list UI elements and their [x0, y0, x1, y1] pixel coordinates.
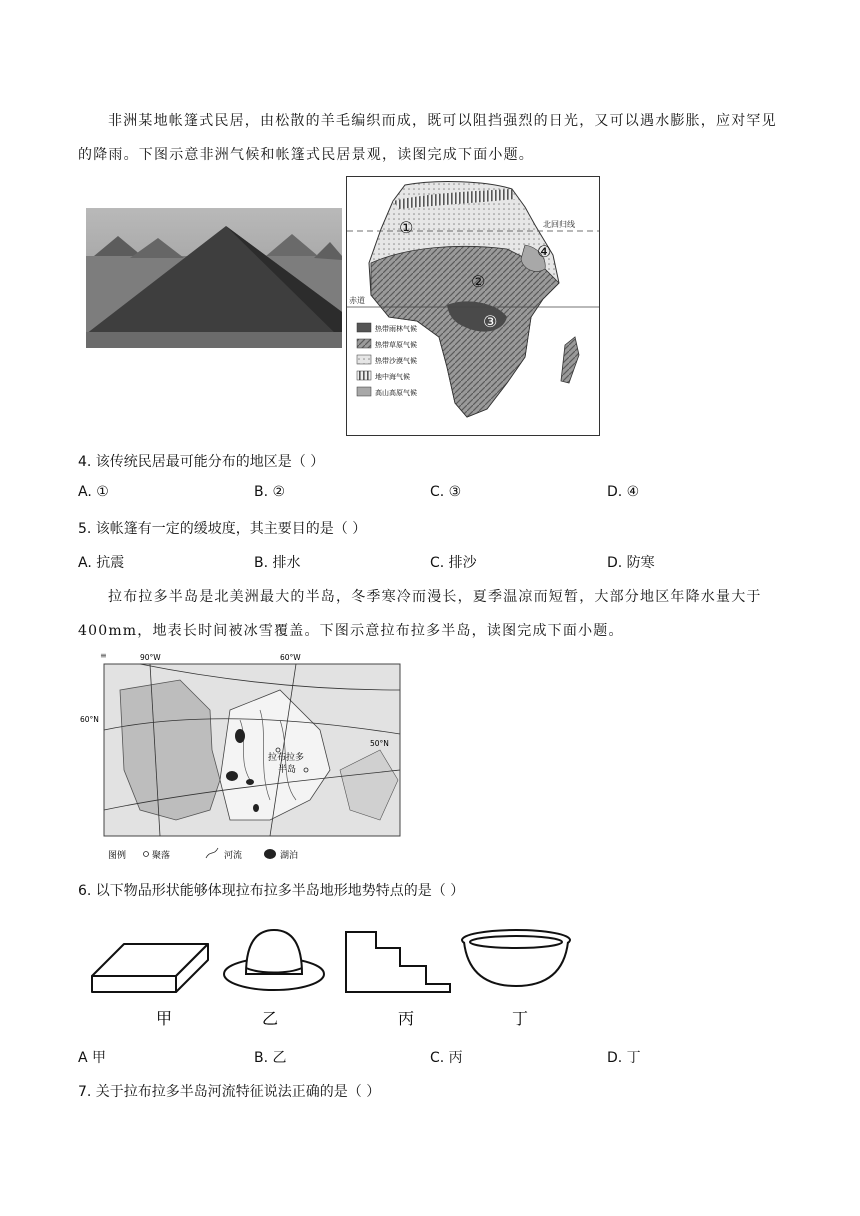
labrador-map — [80, 650, 410, 864]
lat-label-60n: 60°N — [80, 715, 99, 724]
equator-label: 赤道 — [349, 296, 365, 305]
shape-label-ding: 丁 — [512, 1009, 529, 1028]
q6-option-b[interactable]: B. 乙 — [254, 1050, 287, 1066]
legend-title: 图例 — [108, 851, 127, 861]
q6-option-c[interactable]: C. 丙 — [430, 1050, 463, 1066]
legend-rainforest: 热带雨林气候 — [375, 325, 417, 333]
africa-climate-map — [346, 176, 600, 436]
question-7-stem: 7. 关于拉布拉多半岛河流特征说法正确的是（ ） — [78, 1084, 381, 1100]
question-6-stem: 6. 以下物品形状能够体现拉布拉多半岛地形地势特点的是（ ） — [78, 883, 465, 899]
africa-map-legend — [357, 323, 417, 397]
intro-paragraph-2: 拉布拉多半岛是北美洲最大的半岛，冬季寒冷而漫长，夏季温凉而短暂，大部分地区年降水量大于400mm，地表长时间被冰雪覆盖。下图示意拉布拉多半岛，读图完成下面小题。 — [78, 589, 762, 639]
legend-mediterranean: 地中海气候 — [375, 373, 410, 381]
staircase-shape — [346, 932, 450, 992]
legend-savanna: 热带草原气候 — [375, 341, 417, 349]
tent-photo — [86, 208, 342, 348]
tropic-label: 北回归线 — [543, 220, 575, 229]
q5-option-a[interactable]: A. 抗震 — [78, 555, 125, 571]
labrador-legend — [108, 848, 298, 861]
region-marker-4: ④ — [537, 242, 552, 261]
hat-shape — [224, 930, 324, 990]
q4-option-d[interactable]: D. ④ — [607, 484, 640, 500]
q4-option-a[interactable]: A. ① — [78, 484, 109, 500]
q5-option-d[interactable]: D. 防寒 — [607, 555, 655, 571]
q4-option-c[interactable]: C. ③ — [430, 484, 462, 500]
legend-highland: 高山高原气候 — [375, 389, 417, 397]
question-5-stem: 5. 该帐篷有一定的缓坡度，其主要目的是（ ） — [78, 521, 367, 537]
q5-option-b[interactable]: B. 排水 — [254, 555, 301, 571]
basin-shape — [462, 930, 570, 986]
lon-label-60w: 60°W — [280, 653, 301, 662]
peninsula-label-1: 拉布拉多 — [268, 753, 305, 763]
peninsula-label-2: 半岛 — [278, 765, 297, 775]
legend-river: 河流 — [224, 851, 243, 861]
q4-option-b[interactable]: B. ② — [254, 484, 286, 500]
shape-label-jia: 甲 — [156, 1009, 173, 1028]
region-marker-3: ③ — [483, 312, 498, 331]
region-marker-2: ② — [471, 272, 486, 291]
flat-board-shape — [92, 944, 208, 992]
lon-label-90w: 90°W — [140, 653, 161, 662]
q5-option-c[interactable]: C. 排沙 — [430, 555, 477, 571]
shape-options-figure — [80, 920, 580, 1032]
shape-label-bing: 丙 — [398, 1009, 415, 1028]
intro-paragraph-1: 非洲某地帐篷式民居，由松散的羊毛编织而成，既可以阻挡强烈的日光，又可以遇水膨胀，应对罕见的降雨。下图示意非洲气候和帐篷式民居景观，读图完成下面小题。 — [78, 113, 777, 163]
q6-option-a[interactable]: A 甲 — [78, 1050, 107, 1066]
q6-option-d[interactable]: D. 丁 — [607, 1050, 641, 1066]
region-marker-1: ① — [399, 218, 414, 237]
question-4-stem: 4. 该传统民居最可能分布的地区是（ ） — [78, 454, 325, 470]
svg-text:≡: ≡ — [100, 651, 107, 660]
legend-settlement: 聚落 — [152, 851, 171, 861]
legend-lake: 湖泊 — [280, 851, 299, 861]
shape-label-yi: 乙 — [262, 1009, 279, 1028]
legend-desert: 热带沙漠气候 — [375, 357, 417, 365]
lat-label-50n: 50°N — [370, 739, 389, 748]
